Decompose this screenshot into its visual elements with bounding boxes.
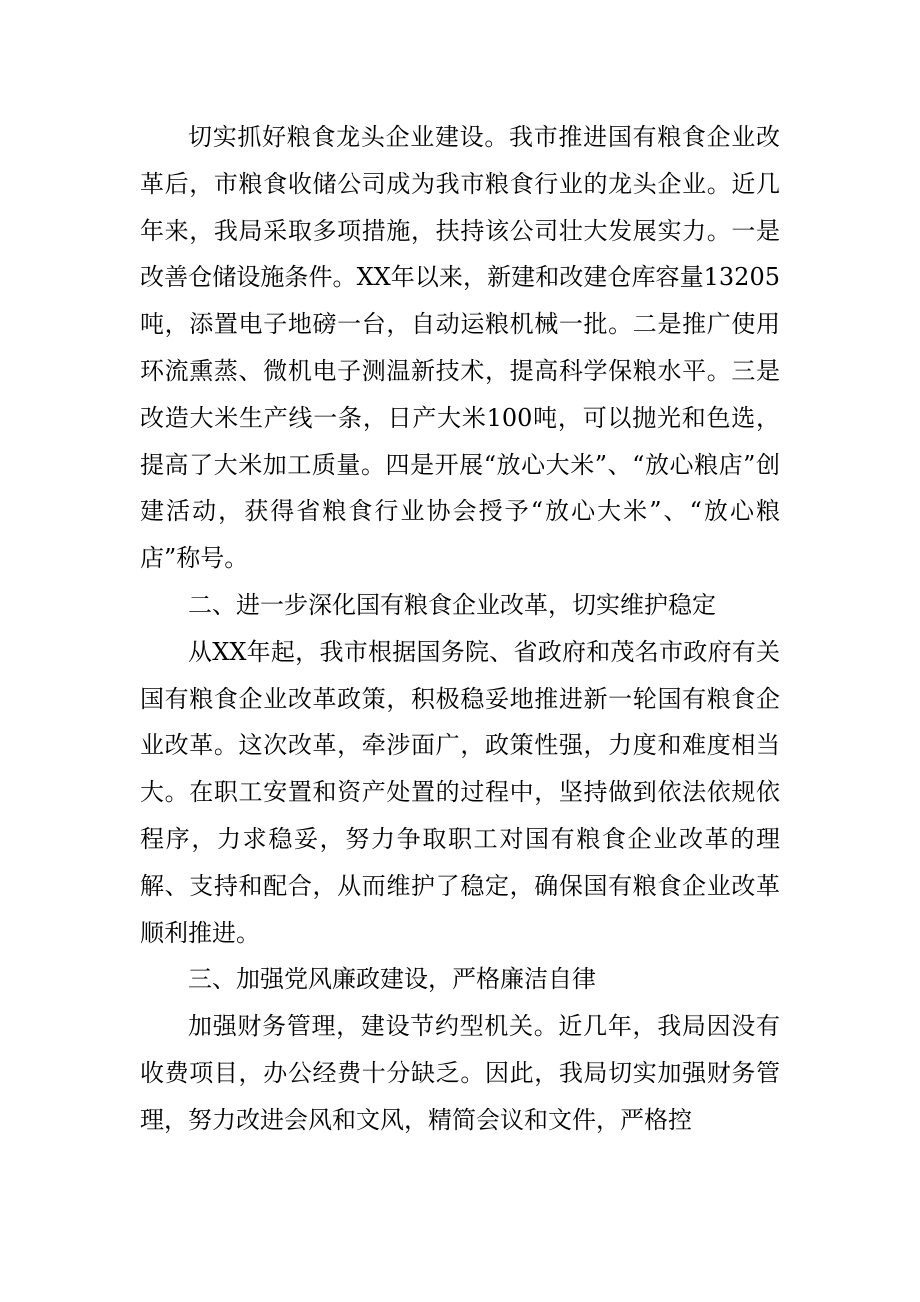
document-page xyxy=(140,114,780,1144)
paragraph-reform: 从XX年起，我市根据国务院、省政府和茂名市政府有关国有粮食企业改革政策，积极稳妥地推进新一轮国有粮食企业改革。这次改革，牵涉面广，政策性强，力度和难度相当大。在职工安置和资产处置的过程中，坚持做到依法依规依程序，力求稳妥，努力争取职工对国有粮食企业改革的理解、支持和配合，从而维护了稳定，确保国有粮食企业改革顺利推进。 xyxy=(140,637,780,947)
section-heading-integrity: 三、加强党风廉政建设，严格廉洁自律 xyxy=(188,965,596,994)
section-heading-reform: 二、进一步深化国有粮食企业改革，切实维护稳定 xyxy=(188,590,716,619)
paragraph-finance: 加强财务管理，建设节约型机关。近几年，我局因没有收费项目，办公经费十分缺乏。因此，我局切实加强财务管理，努力改进会风和文风，精简会议和文件，严格控 xyxy=(140,1012,780,1134)
paragraph-grain-enterprise: 切实抓好粮食龙头企业建设。我市推进国有粮食企业改革后，市粮食收储公司成为我市粮食行业的龙头企业。近几年来，我局采取多项措施，扶持该公司壮大发展实力。一是改善仓储设施条件。XX年以来，新建和改建仓库容量13205吨，添置电子地磅一台，自动运粮机械一批。二是推广使用环流熏蒸、微机电子测温新技术，提高科学保粮水平。三是改造大米生产线一条，日产大米100吨，可以抛光和色选，提高了大米加工质量。四是开展“放心大米”、“放心粮店”创建活动，获得省粮食行业协会授予“放心大米”、“放心粮店”称号。 xyxy=(140,123,780,573)
